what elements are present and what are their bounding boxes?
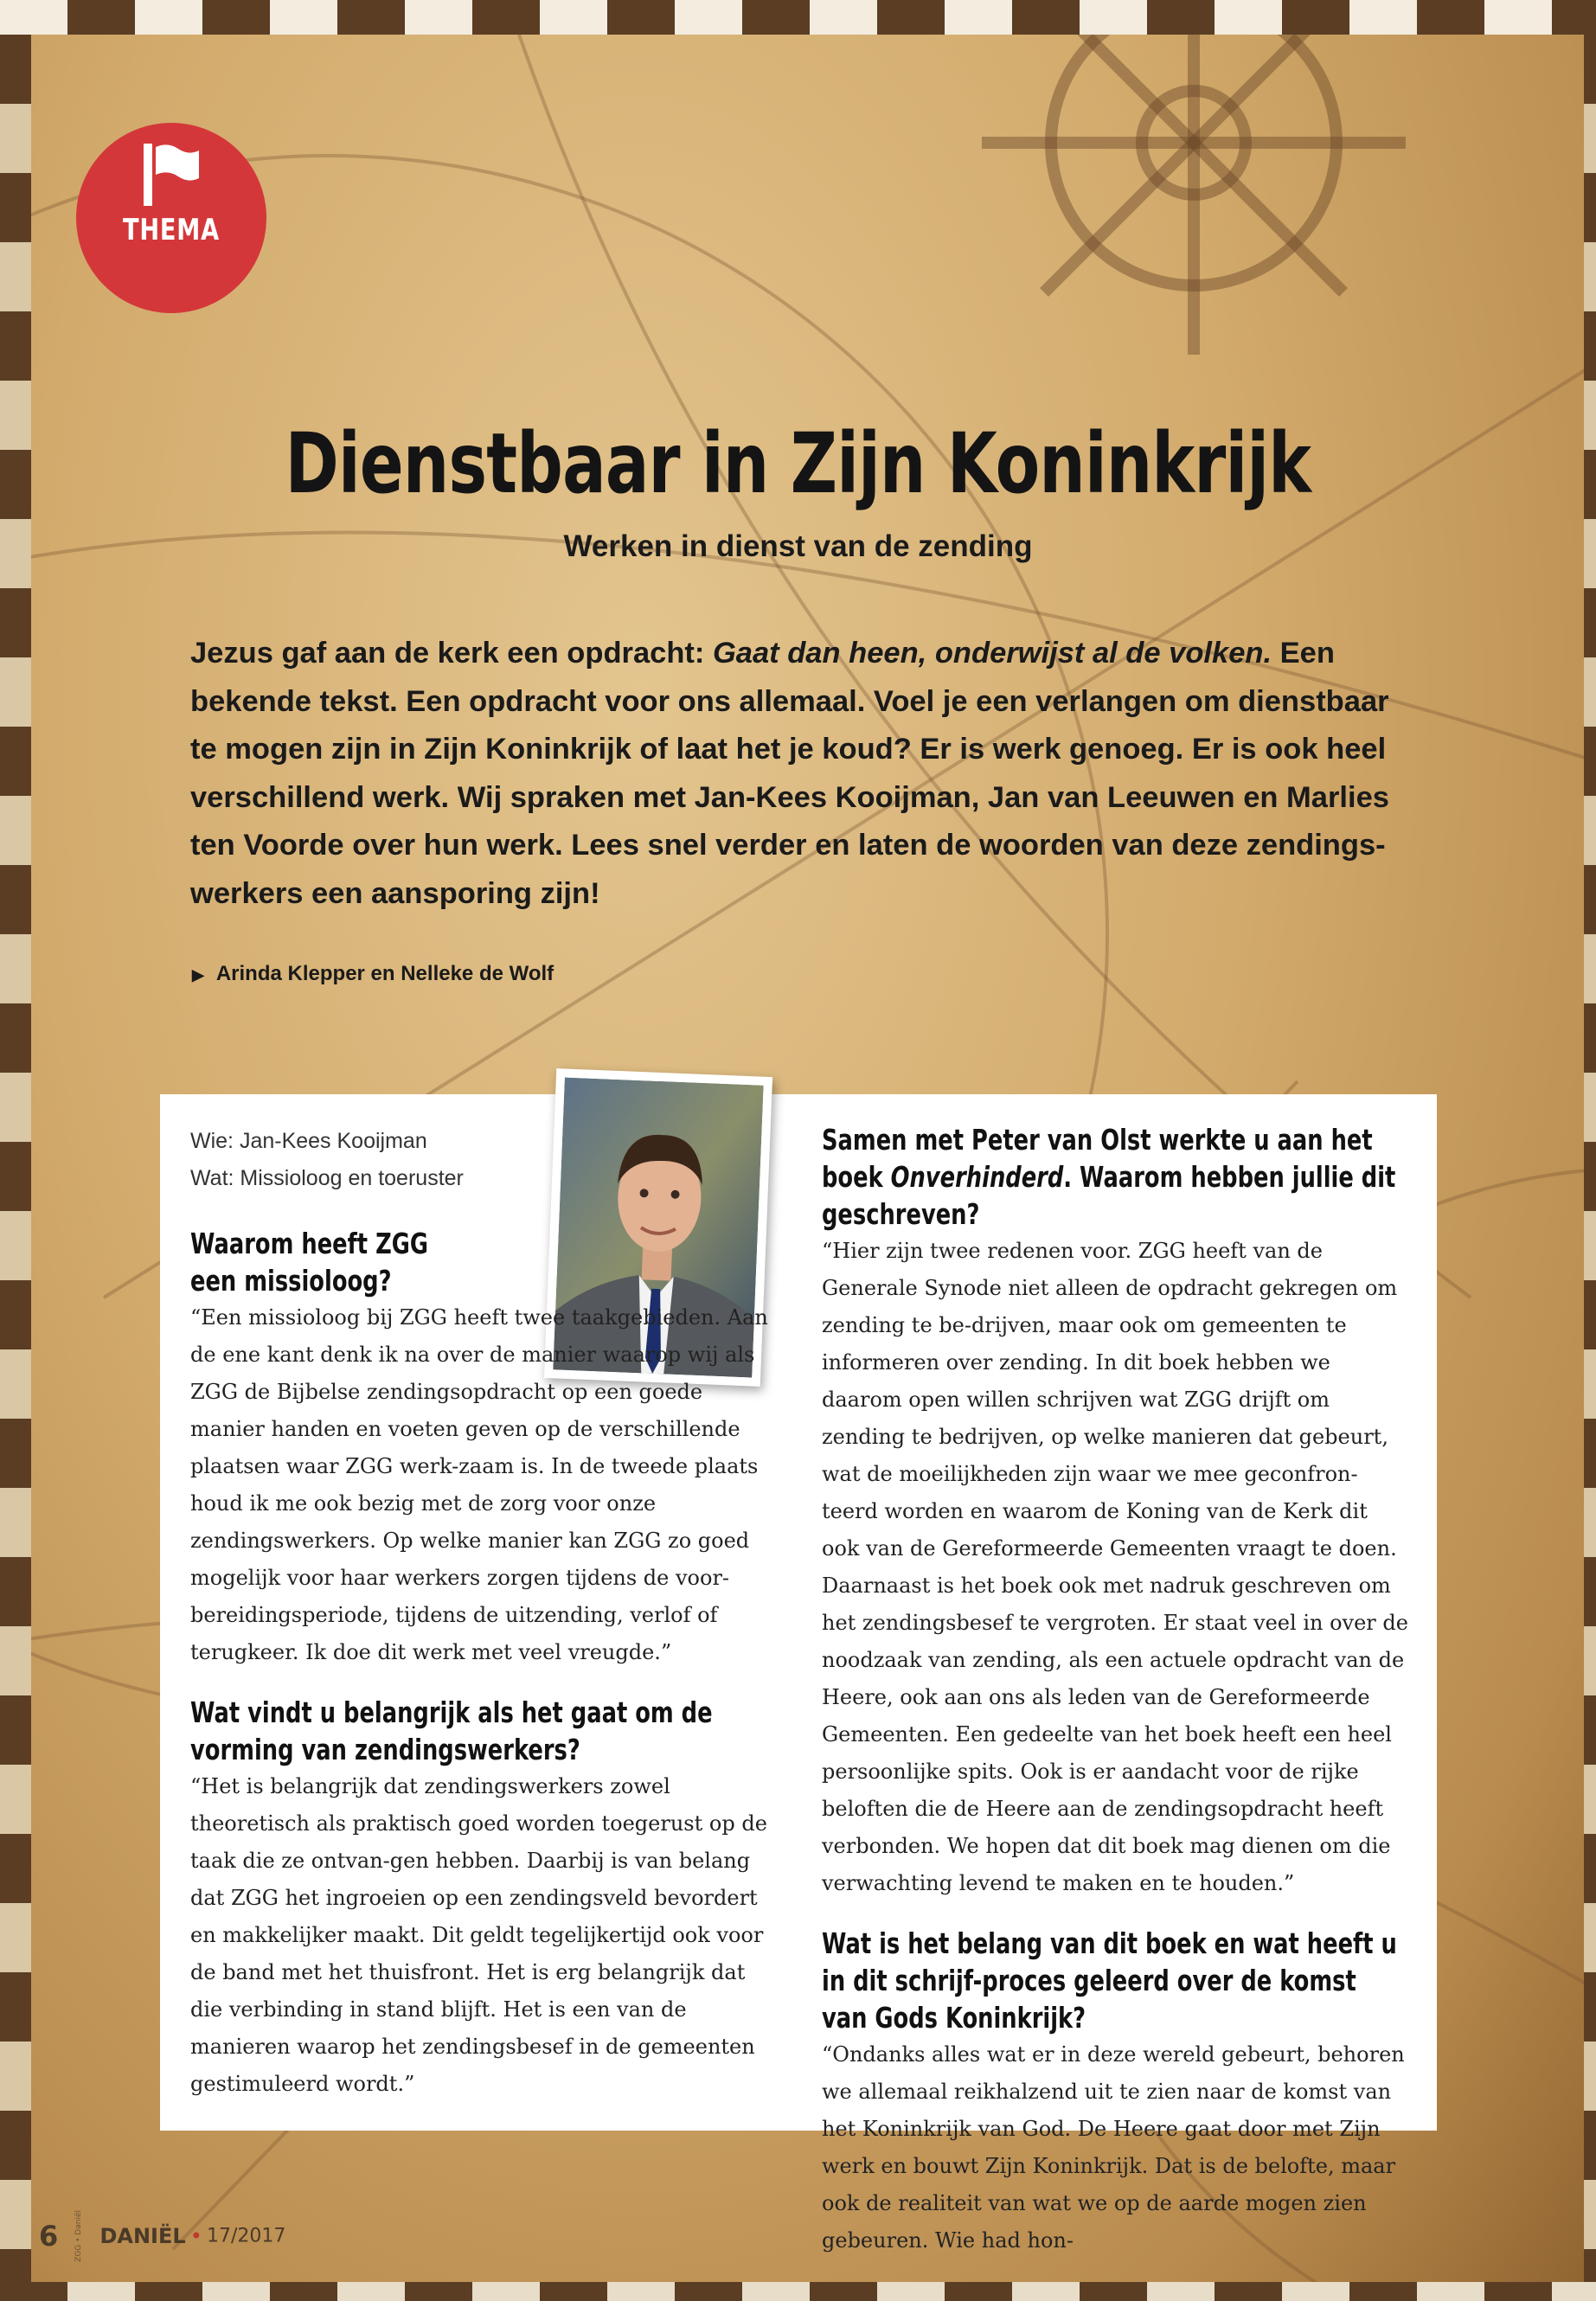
answer-paragraph: “Hier zijn twee redenen voor. ZGG heeft van de Generale Synode niet alleen de opdracht gekregen om zending te be-drijven, maar ook om gemeenten te informeren over zending. In dit boek hebben we daarom open willen schrijven wat ZGG drijft om zending te bedrijven, op welke manieren dat gebeurt, wat de moeilijkheden zijn waar we mee geconfron-teerd worden en waarom de Koning van de Kerk dit ook van de Gereformeerde Gemeenten vraagt te doen. Daarnaast is het boek ook met nadruk geschreven om het zendingsbesef te vergroten. Er staat veel in over de noodzaak van zending, als een actuele opdracht van de Heere, ook aan ons als leden van de Gereformeerde Gemeenten. Een gedeelte van het boek heeft een heel persoonlijke spits. Ook is er aandacht voor de rijke beloften die de Heere aan de zendingsopdracht heeft verbonden. We hopen dat dit boek mag dienen om die verwachting levend te maken en te houden.” <box>822 1239 1408 1895</box>
profile-what: Wat: Missioloog en toeruster <box>190 1166 464 1190</box>
byline <box>192 962 554 986</box>
thema-badge <box>76 123 266 313</box>
question-heading: Wat vindt u belangrijk als het gaat om de vorming van zendingswerkers? <box>190 1695 713 1766</box>
map-border-top <box>0 0 1596 35</box>
question-heading <box>822 1121 1406 1233</box>
question-heading: Waarom heeft ZGG een missioloog? <box>190 1227 428 1298</box>
page-footer <box>39 2210 285 2262</box>
profile-who: Wie: Jan-Kees Kooijman <box>190 1129 427 1153</box>
bullet-separator: • <box>189 2223 202 2248</box>
question-text: Samen met Peter van Olst werkte u aan het boek <box>822 1123 1373 1194</box>
question-text-continued: . Waarom hebben jullie dit geschreven? <box>822 1160 1396 1231</box>
footer-vertical-label: ZGG • Daniël <box>74 2210 84 2262</box>
map-border-bottom <box>0 2282 1596 2301</box>
book-title: Onverhinderd <box>890 1160 1064 1194</box>
intro-text-continued: Een bekende tekst. Een opdracht voor ons allemaal. Voel je een verlangen om dienstbaar te mogen zijn in Zijn Koninkrijk of laat het je koud? Er is werk genoeg. Er is ook heel verschillend werk. Wij spraken met Jan-Kees Kooijman, Jan van Leeuwen en Marlies ten Voorde over hun werk. Lees snel verder en laten de woorden van deze zendings-werkers een aansporing zijn! <box>190 637 1389 910</box>
answer-paragraph <box>190 1299 770 1671</box>
map-border-left <box>0 35 31 2301</box>
page-title: Dienstbaar in Zijn Koninkrijk <box>285 415 1311 512</box>
intro-quote: Gaat dan heen, onderwijst al de volken. <box>712 637 1272 670</box>
map-border-right <box>1584 35 1596 2301</box>
left-column <box>190 1123 770 2103</box>
page-subtitle: Werken in dienst van de zending <box>563 529 1033 563</box>
right-column <box>822 1121 1408 2259</box>
intro-text: Jezus gaf aan de kerk een opdracht: <box>190 637 713 670</box>
flag-icon <box>142 144 201 206</box>
byline-authors: Arinda Klepper en Nelleke de Wolf <box>215 962 554 985</box>
page-number: 6 <box>39 2219 59 2253</box>
play-arrow-icon: ▶ <box>192 966 204 984</box>
issue-number: 17/2017 <box>207 2225 286 2247</box>
badge-label: THEMA <box>122 213 221 247</box>
answer-paragraph: “Ondanks alles wat er in deze wereld gebeurt, behoren we allemaal reikhalzend uit te zien naar de komst van het Koninkrijk van God. De Heere gaat door met Zijn werk en bouwt Zijn Koninkrijk. Dat is de belofte, maar ook de realiteit van wat we op de aarde mogen zien gebeuren. Wie had hon- <box>822 2042 1405 2253</box>
magazine-name: DANIËL <box>99 2223 186 2248</box>
intro-paragraph <box>190 630 1419 918</box>
question-heading: Wat is het belang van dit boek en wat heeft u in dit schrijf-proces geleerd over de komst van Gods Koninkrijk? <box>822 1926 1397 2035</box>
answer-text: “Een missioloog bij ZGG heeft twee taakgebieden. Aan de ene kant denk ik na over de manier waarop wij als ZGG de Bijbelse zendingsopdracht op een goede manier handen en voeten geven op de verschillende plaatsen waar ZGG werk-zaam is. In de tweede plaats houd ik me ook bezig met de zorg voor onze zendingswerkers. Op welke manier kan ZGG zo goed mogelijk voor haar werkers zorgen tijdens de voor-bereidingsperiode, tijdens de uitzending, verlof of terugkeer. Ik doe dit werk met veel vreugde.” <box>190 1305 768 1664</box>
answer-paragraph: “Het is belangrijk dat zendingswerkers zowel theoretisch als praktisch goed worden toegerust op de taak die ze ontvan-gen hebben. Daarbij is van belang dat ZGG het ingroeien op een zendingsveld bevordert en makkelijker maakt. Dit geldt tegelijkertijd ook voor de band met het thuisfront. Het is erg belangrijk dat die verbinding in stand blijft. Het is een van de manieren waarop het zendingsbesef in de gemeenten gestimuleerd wordt.” <box>190 1774 767 2096</box>
